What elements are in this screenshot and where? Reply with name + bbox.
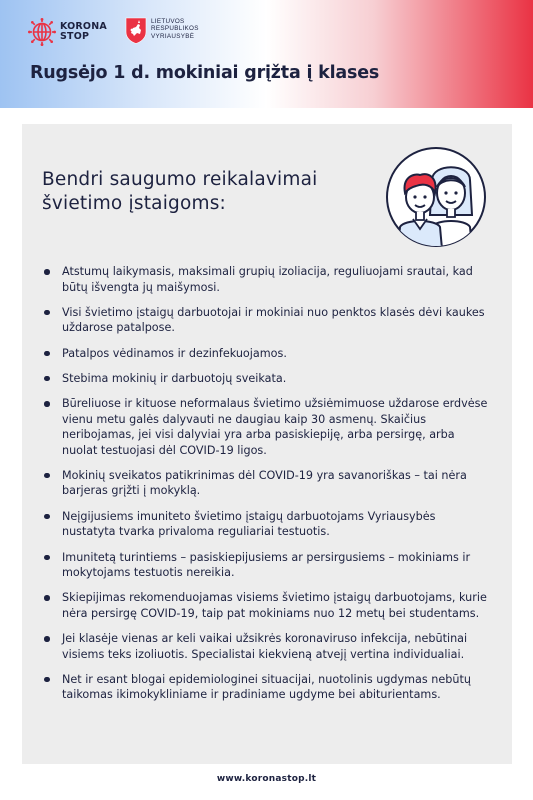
list-item-text: Mokinių sveikatos patikrinimas dėl COVID-19 yra savanoriškas – tai nėra barjeras grįžti į mokyklą.: [62, 468, 467, 498]
bullet-icon: [44, 269, 50, 275]
list-item-text: Stebima mokinių ir darbuotojų sveikata.: [62, 371, 287, 385]
list-item-text: Neįgijusiems imuniteto švietimo įstaigų darbuotojams Vyriausybės nustatyta tvarka privaloma reguliariai testuotis.: [62, 509, 436, 539]
list-item-text: Skiepijimas rekomenduojamas visiems švietimo įstaigų darbuotojams, kurie nėra persirgę COVID-19, taip pat mokiniams nuo 12 metų bei studentams.: [62, 591, 487, 620]
gov-line-2: RESPUBLIKOS: [151, 25, 199, 33]
list-item-text: Visi švietimo įstaigų darbuotojai ir mokiniai nuo penktos klasės dėvi kaukes uždarose patalpose.: [62, 305, 485, 335]
list-item: [22, 509, 512, 540]
list-item: [22, 590, 512, 621]
requirements-list: [22, 264, 512, 713]
bullet-icon: [44, 401, 50, 407]
footer-website-link[interactable]: www.koronastop.lt: [216, 774, 317, 784]
list-item: [22, 550, 512, 581]
bullet-icon: [44, 636, 50, 642]
list-item: [22, 672, 512, 703]
page-headline: Rugsėjo 1 d. mokiniai grįžta į klases: [30, 63, 380, 83]
government-logo-text: [151, 17, 199, 40]
bullet-icon: [44, 351, 50, 357]
bullet-icon: [44, 473, 50, 479]
bullet-icon: [44, 376, 50, 382]
list-item: [22, 371, 512, 387]
info-card: [22, 124, 512, 764]
logo-line-stop: STOP: [60, 31, 90, 42]
list-item: [22, 264, 512, 295]
header-gradient-band: [0, 0, 533, 108]
koronastop-logo-text: [60, 22, 107, 42]
list-item: [22, 396, 512, 458]
card-title-line-1: Bendri saugumo reikalavimai: [42, 169, 318, 190]
government-logo[interactable]: [125, 17, 199, 44]
list-item-text: Net ir esant blogai epidemiologinei situacijai, nuotolinis ugdymas nebūtų taikomas ikimokykliniame ir pradiniame ugdyme bei abiturientams.: [62, 672, 471, 702]
list-item: [22, 346, 512, 362]
list-item-text: Patalpos vėdinamos ir dezinfekuojamos.: [62, 346, 287, 360]
bullet-icon: [44, 310, 50, 316]
list-item: [22, 305, 512, 336]
virus-globe-icon: [28, 18, 56, 46]
logo-line-korona: KORONA: [60, 21, 107, 32]
boy-girl-avatar-icon: [384, 145, 488, 249]
gov-line-3: VYRIAUSYBĖ: [151, 32, 195, 40]
koronastop-logo[interactable]: [28, 18, 107, 46]
bullet-icon: [44, 514, 50, 520]
gov-line-1: LIETUVOS: [151, 18, 185, 25]
bullet-icon: [44, 555, 50, 561]
list-item: [22, 468, 512, 499]
card-title: [42, 168, 317, 216]
list-item-text: Atstumų laikymasis, maksimali grupių izoliacija, reguliuojami srautai, kad būtų išvengta jų maišymosi.: [62, 265, 473, 294]
bullet-icon: [44, 677, 50, 683]
card-title-line-2: švietimo įstaigoms:: [42, 193, 226, 214]
bullet-icon: [44, 595, 50, 601]
list-item-text: Imunitetą turintiems – pasiskiepijusiems ar persirgusiems – mokiniams ir mokytojams testuotis nereikia.: [62, 550, 471, 580]
list-item-text: Jei klasėje vienas ar keli vaikai užsikrės koronaviruso infekcija, nebūtinai visiems teks izoliuotis. Specialistai kiekvieną atvejį vertina individualiai.: [62, 632, 468, 661]
list-item-text: Būreliuose ir kituose neformalaus švietimo užsiėmimuose uždarose erdvėse vienu metu galės dalyvauti ne daugiau kaip 30 asmenų. Skaičius neribojamas, jei visi dalyviai yra arba pasiskiepiję, arba persirgę, arba nuolat testuojasi dėl COVID-19 ligos.: [62, 397, 488, 457]
list-item: [22, 631, 512, 662]
vytis-shield-icon: [125, 17, 147, 44]
